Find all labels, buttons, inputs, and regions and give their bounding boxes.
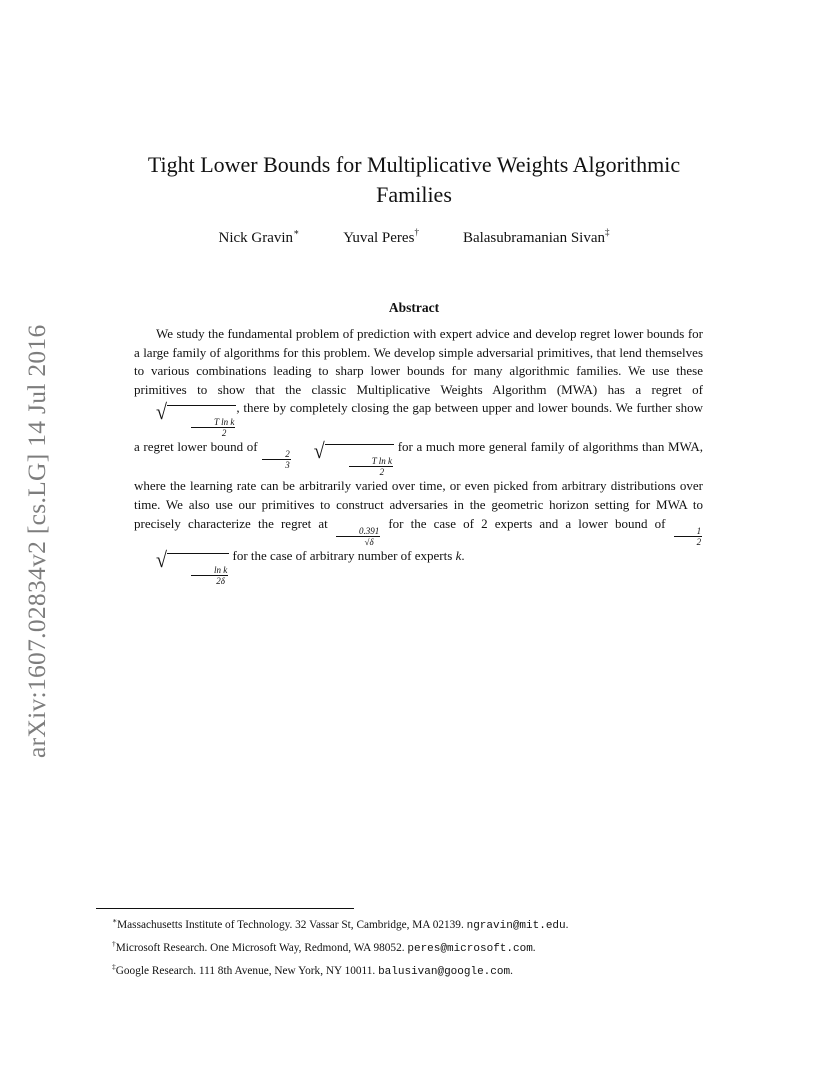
footnote-mark: † — [414, 227, 419, 237]
title-line-2: Families — [376, 182, 452, 207]
email-link[interactable]: peres@microsoft.com — [407, 942, 533, 955]
abstract-paragraph: We study the fundamental problem of prediction with expert advice and develop regret lower bounds for a large family of algorithms for this problem. We develop simple adversarial primitives, that lend themselves to various combinations leading to sharp lower bounds for many algorithmic families. We use these primitives to show that the classic Multiplicative Weights Algorithm (MWA) has a regret of √ $\frac{\text{T ln k}}{2}$ , there by completely closing the gap between upper and lower bounds. We further show a regret lower bound of $\frac{2}{3}$ √ $\frac{\text{T ln k}}{2}$ for a much more general family of algorithms than MWA, where the learning rate can be arbitrarily varied over time, or even picked from arbitrary distributions over time. We also use our primitives to construct adversaries in the geometric horizon setting for MWA to precisely characterize the regret at $\frac{0.391}{√\delta}$ for the case of 2 experts and a lower bound of $\frac{1}{2}$ √ $\frac{\text{ln k}}{2\delta}$ for the case of arbitrary number of experts k. — [134, 326, 703, 586]
footnote-affiliation: ‡Google Research. 111 8th Avenue, New York, NY 10011. balusivan@google.com. — [112, 961, 513, 978]
footnote-affiliation: ∗Massachusetts Institute of Technology. 32 Vassar St, Cambridge, MA 02139. ngravin@mit.edu. — [112, 916, 569, 932]
title-line-1: Tight Lower Bounds for Multiplicative Weights Algorithmic — [147, 152, 681, 177]
footnote-divider — [96, 908, 354, 909]
author: Yuval Peres† — [343, 227, 419, 246]
author: Nick Gravin∗ — [218, 227, 300, 246]
lower-bound-formula: $\frac{2}{3}$ √ $\frac{\text{T ln k}}{2}$ — [261, 439, 394, 454]
arbitrary-experts-formula: $\frac{1}{2}$ √ $\frac{\text{ln k}}{2\delta}$ — [156, 525, 702, 586]
footnote-affiliation: †Microsoft Research. One Microsoft Way, Redmond, WA 98052. peres@microsoft.com. — [112, 938, 536, 955]
author-list — [110, 228, 718, 247]
arxiv-identifier: arXiv:1607.02834v2 [cs.LG] 14 Jul 2016 — [22, 324, 51, 758]
author: Balasubramanian Sivan‡ — [462, 227, 610, 246]
geometric-regret-formula: $\frac{0.391}{√\delta}$ — [335, 516, 381, 531]
footnotes — [112, 912, 568, 980]
paper-title — [110, 150, 718, 210]
email-link[interactable]: balusivan@google.com — [378, 965, 511, 978]
abstract-heading: Abstract — [388, 300, 440, 315]
email-link[interactable]: ngravin@mit.edu — [466, 919, 566, 932]
abstract-body — [134, 325, 703, 586]
footnote-mark: ∗ — [293, 227, 300, 237]
footnote-mark: ‡ — [604, 227, 610, 237]
regret-formula: √ $\frac{\text{T ln k}}{2}$ — [156, 400, 235, 439]
